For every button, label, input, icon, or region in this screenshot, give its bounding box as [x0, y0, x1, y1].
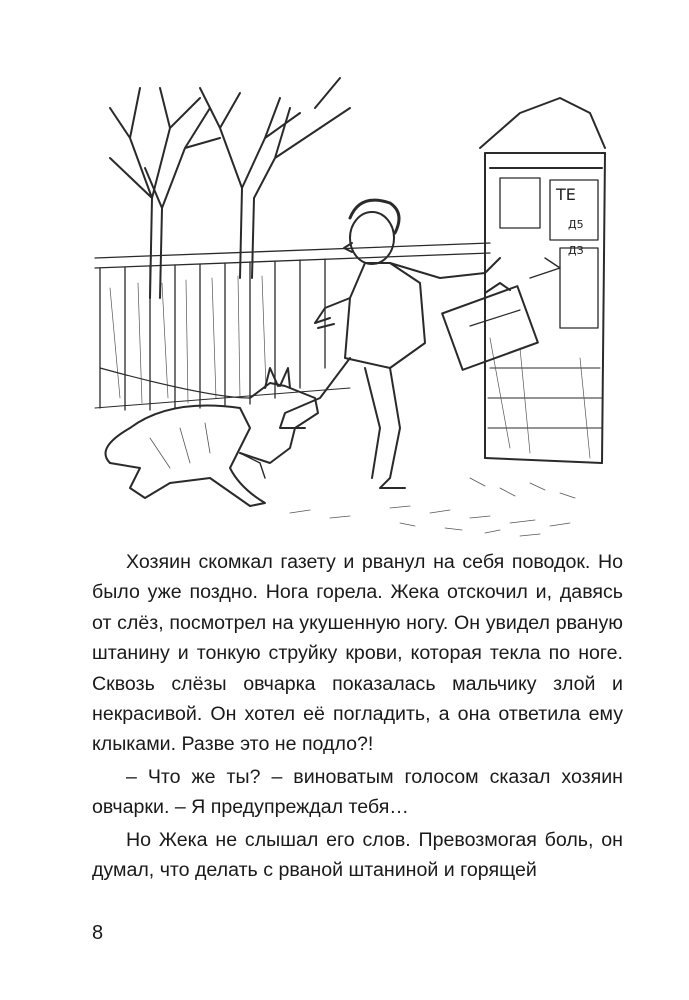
fence [95, 243, 490, 410]
dog-bite-drawing [90, 68, 610, 538]
advertising-column [480, 98, 605, 463]
dog-figure [100, 368, 318, 506]
poster-text-1: ТЕ [556, 185, 576, 204]
briefcase [442, 258, 560, 370]
boy-figure [280, 200, 560, 488]
paragraph-1: Хозяин скомкал газету и рванул на себя поводок. Но было уже поздно. Нога горела. Жека отскочил и, давясь от слёз, посмотрел на укушенную ногу. Он увидел рваную штанину и тонкую струйку крови, которая текла по ноге. Сквозь слёзы овчарка показалась мальчику злой и некрасивой. Он хотел её погладить, а она ответила ему клыками. Разве это не подло?! [92, 551, 623, 756]
illustration [90, 68, 610, 538]
poster-text-3: ДЗ [568, 244, 584, 257]
body-text [92, 547, 623, 885]
paragraph-2: – Что же ты? – виноватым голосом сказал хозяин овчарки. – Я предупреждал тебя… [92, 765, 623, 819]
ground-texture [290, 478, 575, 536]
poster-text-2: Д5 [568, 218, 584, 231]
tree-right [200, 78, 350, 278]
paragraph-3: Но Жека не слышал его слов. Превозмогая боль, он думал, что делать с рваной штаниной и горящей [92, 828, 623, 882]
page-number: 8 [92, 922, 104, 944]
